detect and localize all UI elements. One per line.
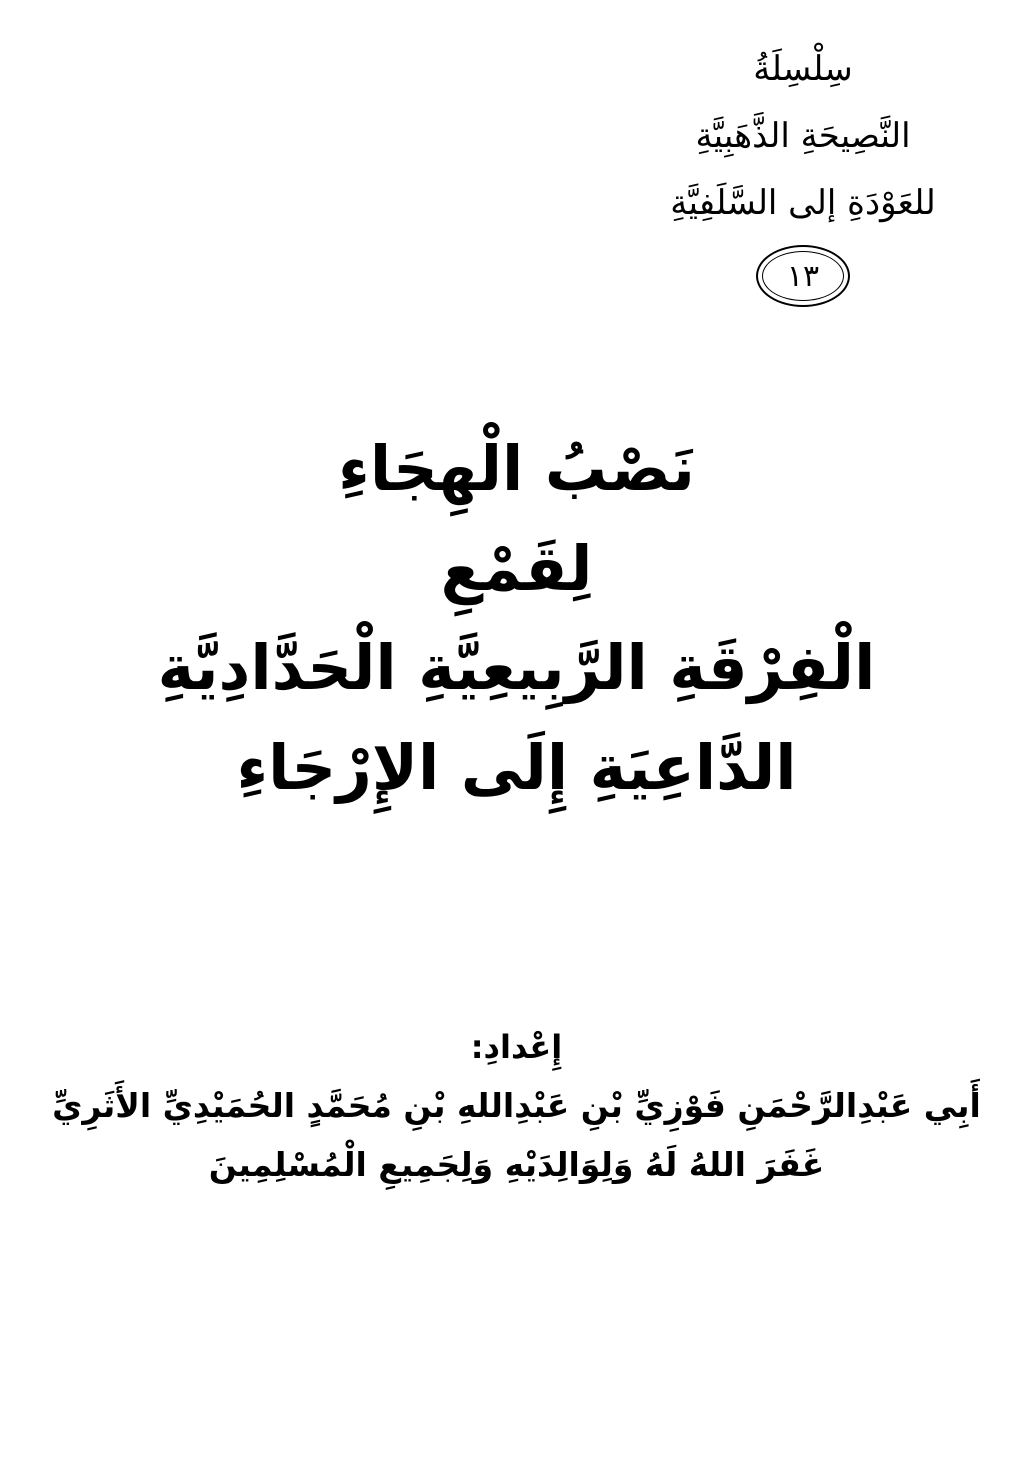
- series-name-line-1: سِلْسِلَةُ: [753, 49, 853, 89]
- title-line-2: لِقَمْعِ: [440, 531, 593, 605]
- title-line-4: الدَّاعِيَةِ إِلَى الإِرْجَاءِ: [236, 730, 797, 804]
- title-line-3: الْفِرْقَةِ الرَّبِيعِيَّةِ الْحَدَّادِيَّةِ: [157, 631, 876, 704]
- author-prayer: غَفَرَ اللهُ لَهُ وَلِوَالِدَيْهِ وَلِجَمِيعِ الْمُسْلِمِينَ: [208, 1145, 825, 1184]
- series-name-line-3: للعَوْدَةِ إلى السَّلَفِيَّةِ: [670, 183, 936, 223]
- issue-number: ١٣: [786, 258, 820, 294]
- series-header: [643, 20, 963, 307]
- issue-number-badge: [756, 245, 850, 307]
- title-line-1: نَصْبُ الْهِجَاءِ: [338, 432, 695, 505]
- series-name-line-2: النَّصِيحَةِ الذَّهَبِيَّةِ: [695, 116, 911, 156]
- prepared-by-label: إِعْدادِ:: [470, 1028, 563, 1066]
- author-section: [0, 1028, 1033, 1184]
- book-title: [0, 420, 1033, 818]
- author-name: أَبِي عَبْدِالرَّحْمَنِ فَوْزِيِّ بْنِ عَبْدِاللهِ بْنِ مُحَمَّدٍ الحُمَيْدِيِّ الأَثَرِيِّ: [52, 1086, 981, 1125]
